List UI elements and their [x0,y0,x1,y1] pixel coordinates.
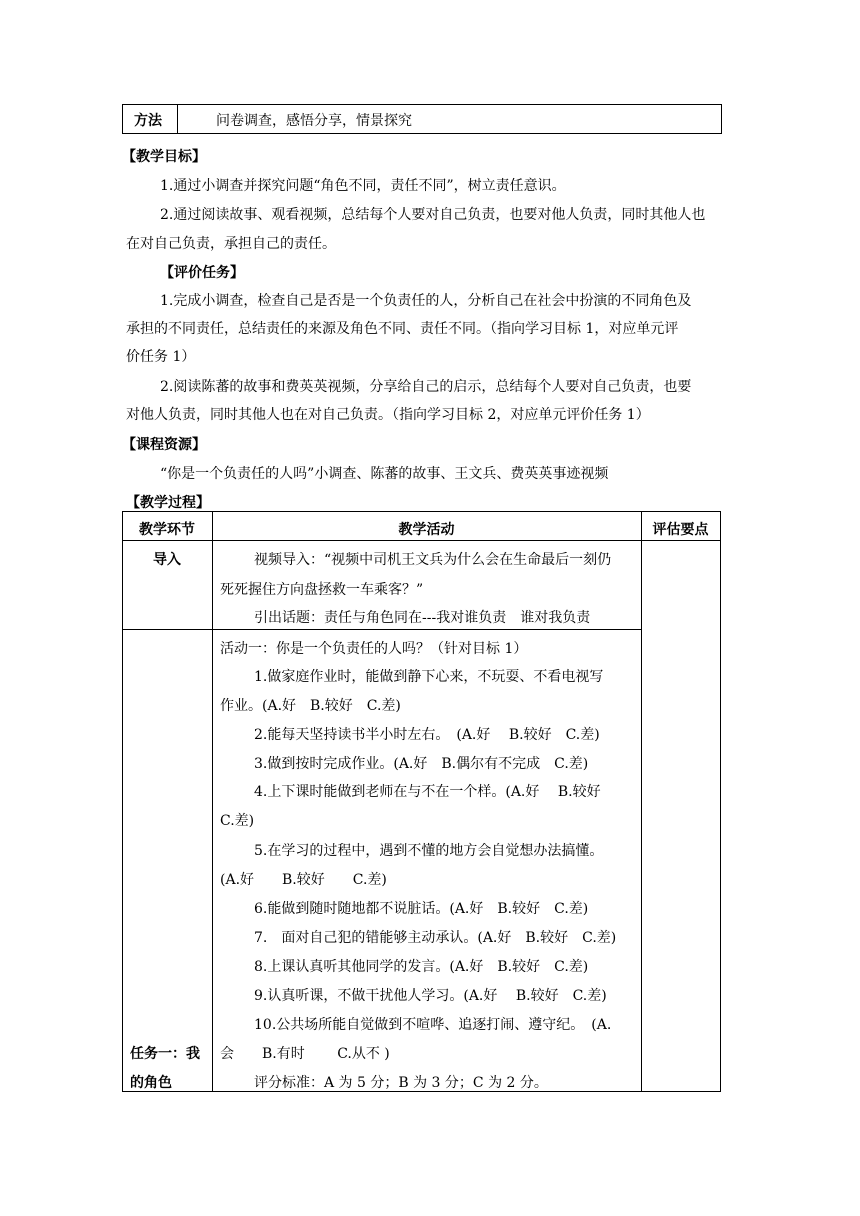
task1-line: 10.公共场所能自觉做到不喧哗、追逐打闹、遵守纪。 (A. [254,1017,612,1033]
table-right-border [720,511,721,1092]
task1-line: 作业。(A.好 B.较好 C.差) [220,698,401,714]
eval-line-1: 1.完成小调查，检查自己是否是一个负责任的人，分析自己在社会中扮演的不同角色及 [160,293,692,309]
task1-line: 活动一：你是一个负责任的人吗？（针对目标 1） [220,641,528,657]
goal-line-1: 1.通过小调查并探究问题“角色不同，责任不同”，树立责任意识。 [160,178,566,194]
task1-line: 7. 面对自己犯的错能够主动承认。(A.好 B.较好 C.差) [254,930,617,946]
intro-line-3: 引出话题：责任与角色同在---我对谁负责 谁对我负责 [254,610,591,626]
process-heading: 【教学过程】 [126,495,210,511]
task1-line: 5.在学习的过程中，遇到不懂的地方会自觉想办法搞懂。 [254,843,604,859]
teaching-goals-heading: 【教学目标】 [122,149,206,165]
task1-line: 1.做家庭作业时，能做到静下心来，不玩耍、不看电视写 [254,669,604,685]
intro-line-1: 视频导入：“视频中司机王文兵为什么会在生命最后一刻仍 [254,552,612,568]
task1-line: (A.好 B.较好 C.差) [220,872,387,888]
resources-text: “你是一个负责任的人吗”小调查、陈蕃的故事、王文兵、费英英事迹视频 [160,466,609,482]
table-col1-border [212,511,213,1092]
task1-stage-line-1: 任务一：我 [130,1046,200,1062]
header-activity: 教学活动 [398,522,455,538]
header-stage: 教学环节 [139,522,195,538]
task1-line: 4.上下课时能做到老师在与不在一个样。(A.好 B.较好 [254,784,601,800]
table-left-border [122,511,123,1092]
eval-line-4: 2.阅读陈蕃的故事和费英英视频，分享给自己的启示，总结每个人要对自己负责，也要 [160,379,692,395]
header-evaluation: 评估要点 [652,522,709,538]
eval-line-5: 对他人负责，同时其他人也在对自己负责。（指向学习目标 2，对应单元评价任务 1） [126,407,650,423]
resources-heading: 【课程资源】 [122,437,206,453]
method-divider [177,104,178,134]
task1-line: 评分标准：A 为 5 分；B 为 3 分；C 为 2 分。 [254,1075,548,1091]
goal-line-3: 在对自己负责，承担自己的责任。 [126,236,336,252]
method-value: 问卷调查，感悟分享，情景探究 [216,113,412,129]
task1-line: 2.能每天坚持读书半小时左右。 (A.好 B.较好 C.差) [254,727,600,743]
table-col2-border [641,511,642,1092]
method-row [122,104,722,134]
task1-line: 3.做到按时完成作业。(A.好 B.偶尔有不完成 C.差) [254,756,589,772]
task1-line: 8.上课认真听其他同学的发言。(A.好 B.较好 C.差) [254,959,589,975]
task1-line: 会 B.有时 C.从不 ) [220,1046,390,1062]
method-label: 方法 [134,113,162,129]
eval-line-2: 承担的不同责任，总结责任的来源及角色不同、责任不同。（指向学习目标 1，对应单元评 [126,321,679,337]
table-row-border [122,629,642,630]
eval-line-3: 价任务 1） [126,349,196,365]
task1-stage-line-2: 的角色 [130,1075,172,1091]
task1-line: 9.认真听课，不做干扰他人学习。(A.好 B.较好 C.差) [254,988,607,1004]
task1-line: C.差) [220,813,255,829]
intro-line-2: 死死握住方向盘拯救一车乘客？” [220,582,424,598]
task1-line: 6.能做到随时随地都不说脏话。(A.好 B.较好 C.差) [254,901,589,917]
evaluation-tasks-heading: 【评价任务】 [160,265,244,281]
intro-stage: 导入 [153,552,181,568]
goal-line-2: 2.通过阅读故事、观看视频，总结每个人要对自己负责，也要对他人负责，同时其他人也 [160,207,706,223]
